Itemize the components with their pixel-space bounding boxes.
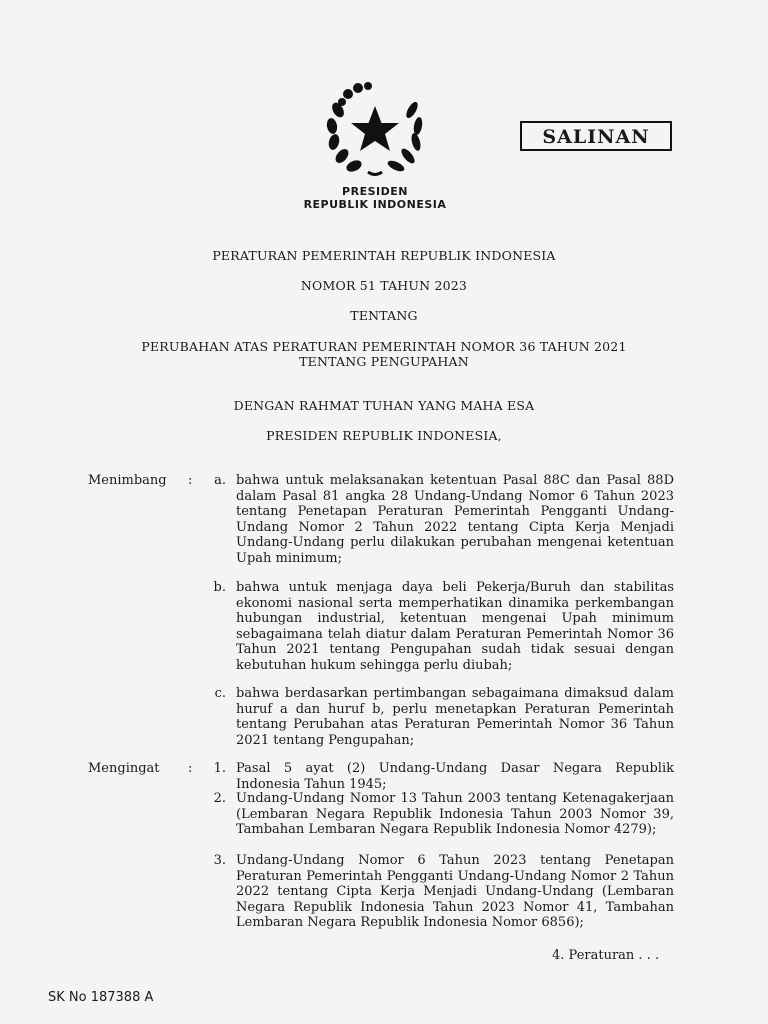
- mengingat-colon: :: [188, 761, 193, 776]
- salinan-stamp: SALINAN: [520, 121, 672, 151]
- menimbang-marker-a: a.: [214, 473, 226, 488]
- menimbang-item-c: bahwa berdasarkan pertimbangan sebagaimana dimaksud dalam huruf a dan huruf b, perlu menetapkan Peraturan Pemerintah tentang Perubahan atas Peraturan Pemerintah Nomor 36 Tahun 2021 tentang Pengupahan;: [236, 686, 674, 748]
- mengingat-marker-3: 3.: [213, 853, 226, 868]
- menimbang-item-b: bahwa untuk menjaga daya beli Pekerja/Buruh dan stabilitas ekonomi nasional serta memperhatikan dinamika perkembangan hubungan industrial, ketentuan mengenai Upah minimum sebagaimana telah diatur dalam Peraturan Pemerintah Nomor 36 Tahun 2021 tentang Pengupahan sudah tidak sesuai dengan kebutuhan hukum sehingga perlu diubah;: [236, 580, 674, 673]
- menimbang-item-a: bahwa untuk melaksanakan ketentuan Pasal 88C dan Pasal 88D dalam Pasal 81 angka 28 Undang-Undang Nomor 6 Tahun 2023 tentang Penetapan Peraturan Pemerintah Pengganti Undang-Undang Nomor 2 Tahun 2022 tentang Cipta Kerja Menjadi Undang-Undang perlu dilakukan perubahan mengenai ketentuan Upah minimum;: [236, 473, 674, 566]
- mengingat-marker-2: 2.: [213, 791, 226, 806]
- president-heading: PRESIDEN REPUBLIK INDONESIA,: [266, 428, 502, 443]
- emblem-caption-line2: REPUBLIK INDONESIA: [303, 198, 447, 211]
- regulation-subject-line2: TENTANG PENGUPAHAN: [299, 354, 469, 369]
- tentang-heading: TENTANG: [350, 308, 418, 323]
- sk-number: SK No 187388 A: [48, 990, 154, 1005]
- page-turn-note: 4. Peraturan . . .: [552, 948, 660, 963]
- mengingat-label: Mengingat: [88, 761, 160, 776]
- mengingat-marker-1: 1.: [213, 761, 226, 776]
- menimbang-marker-c: c.: [214, 686, 226, 701]
- emblem-caption: [270, 185, 480, 211]
- regulation-title: PERATURAN PEMERINTAH REPUBLIK INDONESIA: [212, 248, 556, 263]
- regulation-number: NOMOR 51 TAHUN 2023: [300, 278, 468, 293]
- mengingat-item-3: Undang-Undang Nomor 6 Tahun 2023 tentang Penetapan Peraturan Pemerintah Pengganti Undang-Undang Nomor 2 Tahun 2022 tentang Cipta Kerja Menjadi Undang-Undang (Lembaran Negara Republik Indonesia Tahun 2023 Nomor 41, Tambahan Lembaran Negara Republik Indonesia Nomor 6856);: [236, 853, 674, 930]
- menimbang-marker-b: b.: [213, 580, 226, 595]
- menimbang-label: Menimbang: [88, 473, 167, 488]
- invocation: DENGAN RAHMAT TUHAN YANG MAHA ESA: [233, 398, 535, 413]
- garuda-emblem-icon: [322, 80, 428, 180]
- emblem-caption-line1: PRESIDEN: [342, 185, 408, 198]
- menimbang-colon: :: [188, 473, 193, 488]
- mengingat-item-2: Undang-Undang Nomor 13 Tahun 2003 tentang Ketenagakerjaan (Lembaran Negara Republik Indonesia Tahun 2003 Nomor 39, Tambahan Lembaran Negara Republik Indonesia Nomor 4279);: [236, 791, 674, 837]
- regulation-subject-line1: PERUBAHAN ATAS PERATURAN PEMERINTAH NOMOR 36 TAHUN 2021: [141, 339, 627, 354]
- mengingat-item-1: Pasal 5 ayat (2) Undang-Undang Dasar Negara Republik Indonesia Tahun 1945;: [236, 761, 674, 792]
